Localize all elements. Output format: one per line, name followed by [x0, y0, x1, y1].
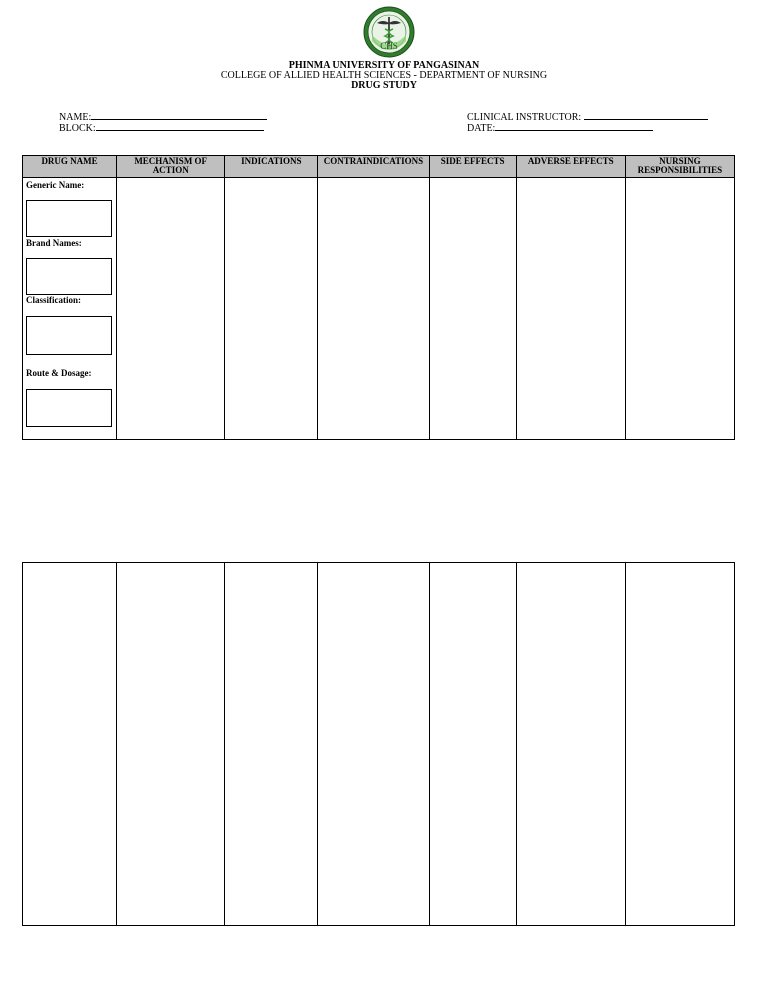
- header-side-effects: SIDE EFFECTS: [429, 156, 516, 178]
- college-seal-logo: [363, 5, 415, 59]
- university-name: PHINMA UNIVERSITY OF PANGASINAN: [288, 60, 480, 71]
- route-dosage-label: Route & Dosage:: [26, 368, 92, 378]
- header-nursing-responsibilities: NURSING RESPONSIBILITIES: [625, 156, 734, 178]
- classification-label: Classification:: [26, 295, 81, 305]
- continuation-drug-name-cell[interactable]: [23, 563, 117, 926]
- table-row: [23, 178, 735, 440]
- classification-input-box[interactable]: [26, 316, 112, 355]
- clinical-instructor-label: CLINICAL INSTRUCTOR:: [467, 112, 582, 123]
- continuation-adverse-effects-cell[interactable]: [516, 563, 625, 926]
- continuation-contraindications-cell[interactable]: [318, 563, 429, 926]
- drug-study-table: [22, 155, 735, 440]
- continuation-mechanism-cell[interactable]: [117, 563, 225, 926]
- indications-cell[interactable]: [225, 178, 318, 440]
- clinical-instructor-blank-line[interactable]: [584, 111, 708, 120]
- header-indications: INDICATIONS: [225, 156, 318, 178]
- block-label: BLOCK:: [59, 123, 96, 134]
- svg-text:CHS: CHS: [380, 41, 398, 51]
- nursing-responsibilities-cell[interactable]: [625, 178, 734, 440]
- continuation-side-effects-cell[interactable]: [429, 563, 516, 926]
- generic-name-input-box[interactable]: [26, 200, 112, 237]
- side-effects-cell[interactable]: [429, 178, 516, 440]
- header-drug-name: DRUG NAME: [23, 156, 117, 178]
- college-department: COLLEGE OF ALLIED HEALTH SCIENCES - DEPARTMENT OF NURSING: [220, 70, 548, 81]
- date-label: DATE:: [467, 123, 496, 134]
- brand-names-label: Brand Names:: [26, 238, 82, 248]
- document-title: DRUG STUDY: [351, 80, 417, 91]
- continuation-nursing-cell[interactable]: [625, 563, 734, 926]
- block-field[interactable]: [59, 122, 264, 134]
- drug-name-cell: [23, 178, 117, 440]
- adverse-effects-cell[interactable]: [516, 178, 625, 440]
- header-contraindications: CONTRAINDICATIONS: [318, 156, 429, 178]
- date-field[interactable]: [467, 122, 653, 134]
- continuation-indications-cell[interactable]: [225, 563, 318, 926]
- name-label: NAME:: [59, 112, 92, 123]
- generic-name-label: Generic Name:: [26, 180, 85, 190]
- date-blank-line[interactable]: [495, 122, 653, 131]
- block-blank-line[interactable]: [96, 122, 264, 131]
- header-mechanism-of-action: MECHANISM OF ACTION: [117, 156, 225, 178]
- route-dosage-input-box[interactable]: [26, 389, 112, 427]
- header-adverse-effects: ADVERSE EFFECTS: [516, 156, 625, 178]
- continuation-table: [22, 562, 735, 926]
- table-header-row: [23, 156, 735, 178]
- name-blank-line[interactable]: [91, 111, 267, 120]
- mechanism-of-action-cell[interactable]: [117, 178, 225, 440]
- contraindications-cell[interactable]: [318, 178, 429, 440]
- table-row: [23, 563, 735, 926]
- brand-names-input-box[interactable]: [26, 258, 112, 295]
